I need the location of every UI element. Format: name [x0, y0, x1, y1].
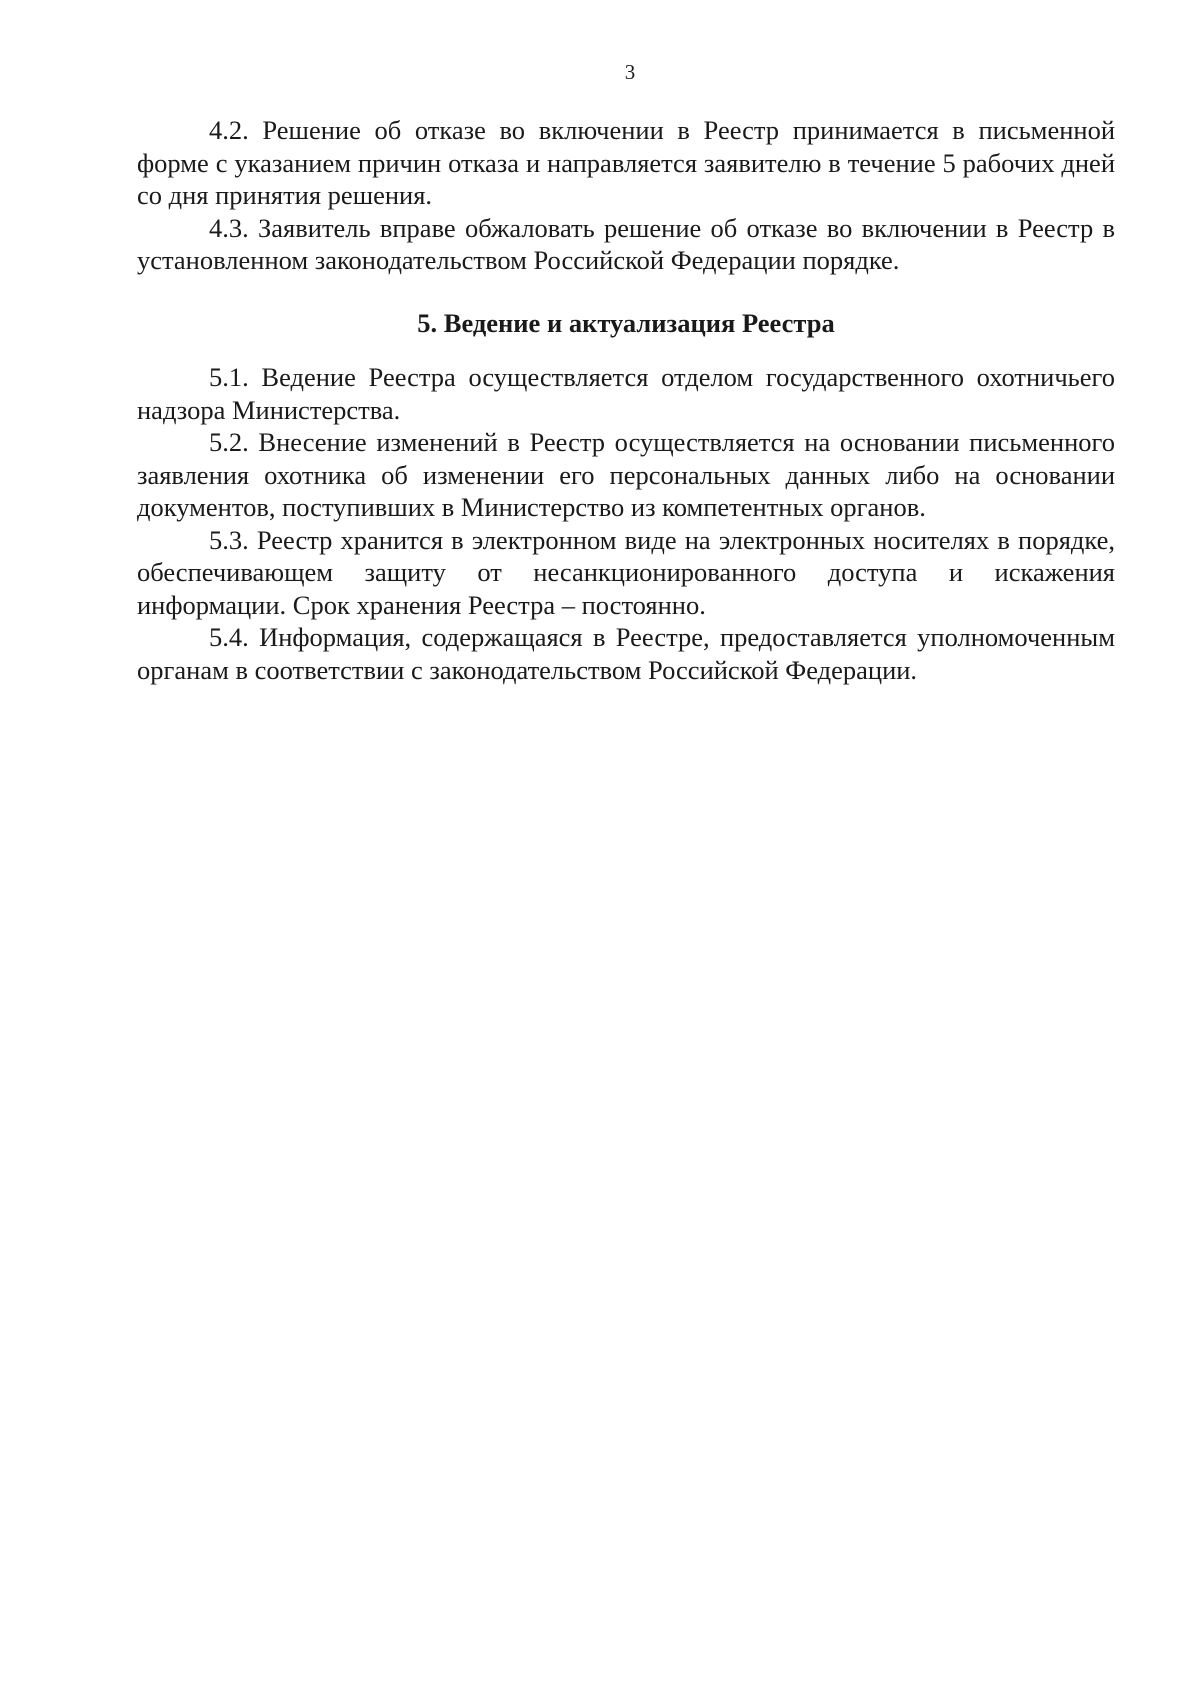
- paragraph-5-3: 5.3. Реестр хранится в электронном виде на электронных носителях в порядке, обеспечивающем защиту от несанкционированного доступа и искажения информации. Срок хранения Реестра – постоянно.: [137, 524, 1115, 620]
- paragraph-4-3: 4.3. Заявитель вправе обжаловать решение об отказе во включении в Реестр в установленном законодательством Российской Федерации порядке.: [137, 212, 1115, 275]
- paragraph-5-1: 5.1. Ведение Реестра осуществляется отделом государственного охотничьего надзора Министерства.: [137, 362, 1115, 425]
- paragraph-4-2: 4.2. Решение об отказе во включении в Реестр принимается в письменной форме с указанием причин отказа и направляется заявителю в течение 5 рабочих дней со дня принятия решения.: [137, 115, 1115, 210]
- paragraph-5-2: 5.2. Внесение изменений в Реестр осуществляется на основании письменного заявления охотника об изменении его персональных данных либо на основании документов, поступивших в Министерство из компетентных органов.: [137, 427, 1115, 522]
- paragraph-5-4: 5.4. Информация, содержащаяся в Реестре, предоставляется уполномоченным органам в соответствии с законодательством Российской Федерации.: [137, 622, 1115, 685]
- page-number: 3: [624, 60, 636, 84]
- section-title: 5. Ведение и актуализация Реестра: [417, 307, 835, 338]
- document-body: [137, 114, 1115, 686]
